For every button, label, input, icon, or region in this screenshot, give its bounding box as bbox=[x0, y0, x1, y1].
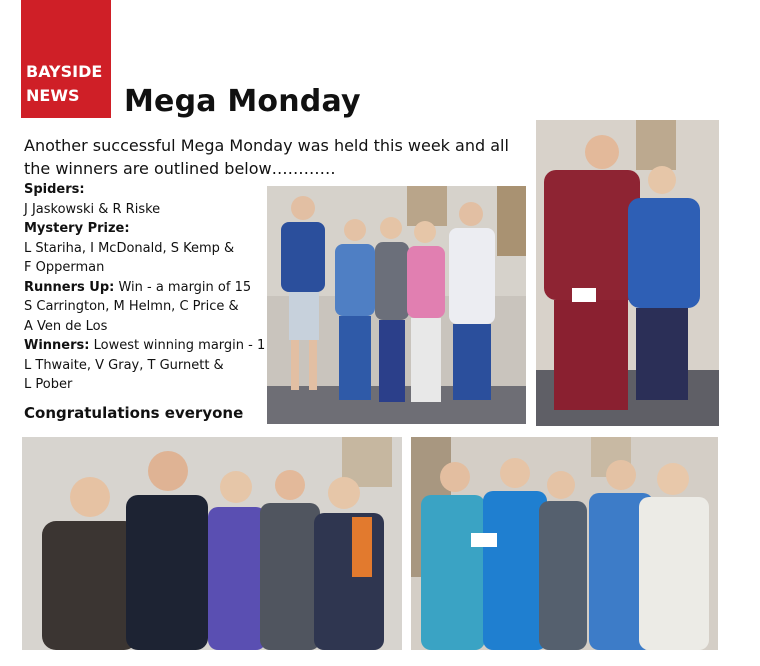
section-spiders bbox=[24, 180, 264, 219]
badge-line-2: NEWS bbox=[26, 86, 80, 105]
section-line: J Jaskowski & R Riske bbox=[24, 201, 161, 217]
section-detail: Lowest winning margin - 1 bbox=[89, 338, 266, 353]
section-winners bbox=[24, 336, 264, 395]
section-heading: Winners: bbox=[24, 338, 90, 353]
photo-group-five bbox=[267, 186, 526, 424]
photo-group-five-women bbox=[411, 437, 718, 650]
section-line: S Carrington, M Helmn, C Price & bbox=[24, 299, 239, 314]
section-mystery-prize bbox=[24, 219, 264, 278]
photo-pair bbox=[536, 120, 719, 426]
section-heading: Runners Up: bbox=[24, 279, 115, 295]
badge-line-1: BAYSIDE bbox=[26, 62, 103, 81]
section-line: L Stariha, I McDonald, S Kemp & bbox=[24, 240, 235, 256]
section-heading: Mystery Prize: bbox=[24, 221, 130, 236]
intro-paragraph: Another successful Mega Monday was held this week and all the winners are outlined below………… bbox=[24, 136, 509, 178]
section-runners-up bbox=[24, 278, 264, 337]
section-line: L Thwaite, V Gray, T Gurnett & bbox=[24, 357, 224, 373]
closing-text: Congratulations everyone bbox=[24, 404, 244, 422]
bayside-news-badge bbox=[21, 0, 111, 118]
results-list bbox=[24, 180, 264, 395]
section-heading: Spiders: bbox=[24, 182, 85, 197]
section-line: L Pober bbox=[24, 377, 73, 392]
page-title: Mega Monday bbox=[124, 84, 361, 119]
section-detail: Win - a margin of 15 bbox=[114, 279, 252, 295]
section-line: F Opperman bbox=[24, 260, 105, 275]
photo-group-six bbox=[22, 437, 402, 650]
section-line: A Ven de Los bbox=[24, 318, 108, 334]
